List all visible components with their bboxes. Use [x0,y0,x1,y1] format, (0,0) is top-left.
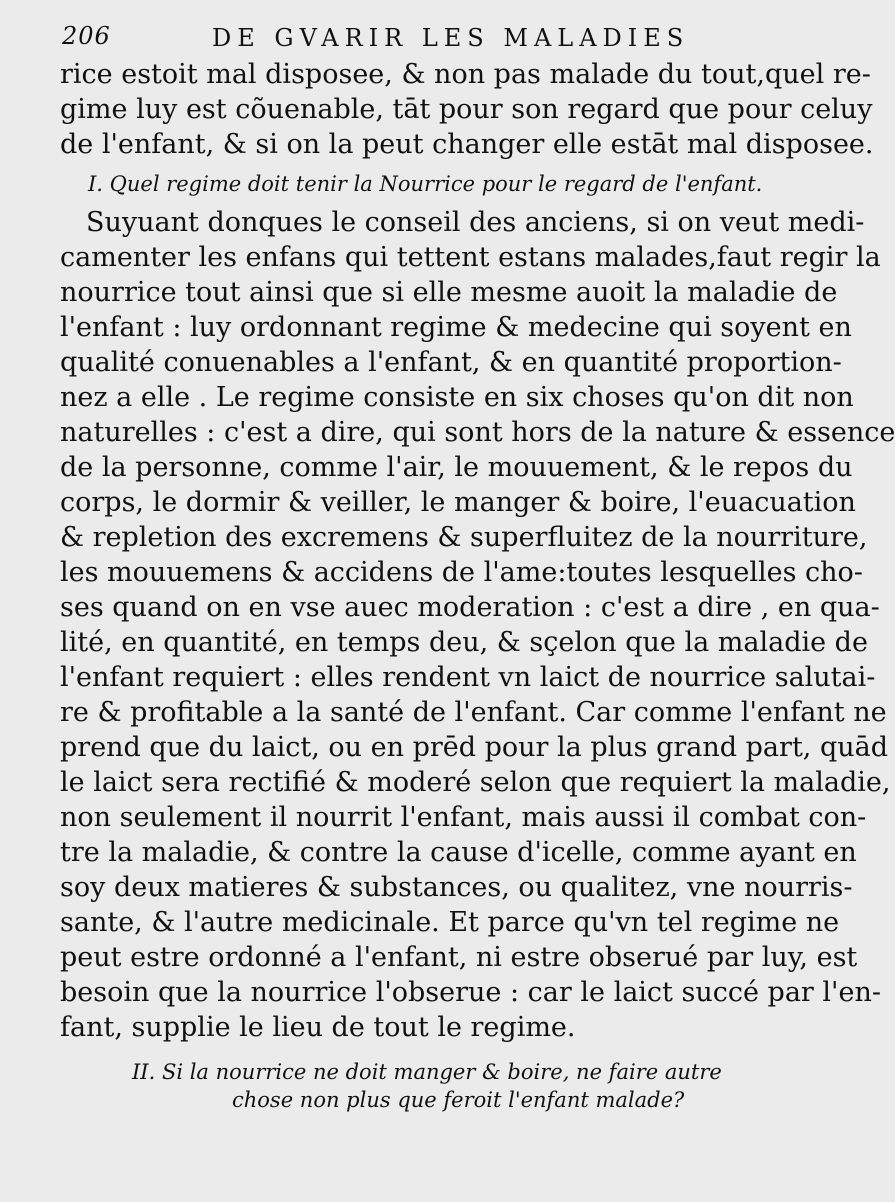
text-line: & repletion des excremens & superfluitez de la nourriture, [60,522,868,553]
text-line: soy deux matieres & substances, ou qualitez, vne nourris- [60,872,853,903]
text-line: nez a elle . Le regime consiste en six choses qu'on dit non [60,382,854,413]
text-line: le laict sera rectifié & moderé selon que requiert la maladie, [60,767,891,798]
text-line: qualité conuenables a l'enfant, & en quantité proportion- [60,347,842,378]
text-line: l'enfant : luy ordonnant regime & medecine qui soyent en [60,312,852,343]
text-line: naturelles : c'est a dire, qui sont hors de la nature & essence [60,417,895,448]
section-heading-2-line-2: chose non plus que feroit l'enfant malade? [232,1088,685,1112]
text-line: non seulement il nourrit l'enfant, mais aussi il combat con- [60,802,867,833]
text-line: gime luy est cõuenable, tāt pour son regard que pour celuy [60,94,873,125]
section-heading-1: I. Quel regime doit tenir la Nourrice pour le regard de l'enfant. [88,172,763,196]
text-line: Suyuant donques le conseil des anciens, si on veut medi- [86,207,865,238]
text-line: besoin que la nourrice l'obserue : car le laict succé par l'en- [60,977,881,1008]
text-line: nourrice tout ainsi que si elle mesme auoit la maladie de [60,277,838,308]
text-line: de l'enfant, & si on la peut changer elle estāt mal disposee. [60,129,874,160]
text-line: ses quand on en vse auec moderation : c'est a dire , en qua- [60,592,880,623]
text-line: corps, le dormir & veiller, le manger & boire, l'euacuation [60,487,856,518]
section-heading-2-line-1: II. Si la nourrice ne doit manger & boire, ne faire autre [132,1060,722,1084]
page-number: 206 [62,22,111,50]
text-line: de la personne, comme l'air, le mouuement, & le repos du [60,452,853,483]
text-line: re & profitable a la santé de l'enfant. Car comme l'enfant ne [60,697,887,728]
text-line: les mouuemens & accidens de l'ame:toutes lesquelles cho- [60,557,863,588]
running-title: DE GVARIR LES MALADIES [212,24,690,52]
text-line: l'enfant requiert : elles rendent vn laict de nourrice salutai- [60,662,876,693]
text-line: rice estoit mal disposee, & non pas malade du tout,quel re- [60,59,871,90]
text-line: peut estre ordonné a l'enfant, ni estre obserué par luy, est [60,942,858,973]
text-line: sante, & l'autre medicinale. Et parce qu'vn tel regime ne [60,907,840,938]
text-line: fant, supplie le lieu de tout le regime. [60,1012,576,1043]
text-line: tre la maladie, & contre la cause d'icelle, comme ayant en [60,837,857,868]
running-head [62,22,740,62]
text-line: camenter les enfans qui tettent estans malades,faut regir la [60,242,881,273]
text-line: prend que du laict, ou en prēd pour la plus grand part, quād [60,732,889,763]
text-line: lité, en quantité, en temps deu, & sçelon que la maladie de [60,627,868,658]
